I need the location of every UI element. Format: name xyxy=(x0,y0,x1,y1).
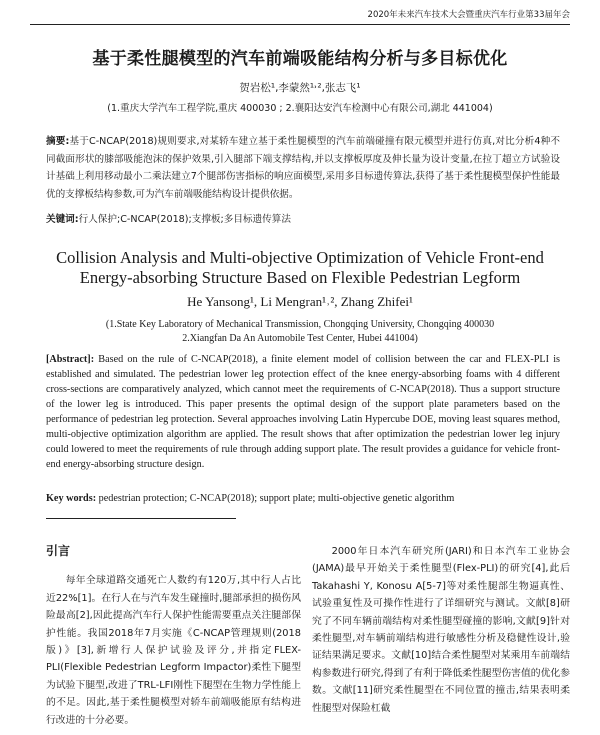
running-head: 2020年未来汽车技术大会暨重庆汽车行业第33届年会 xyxy=(367,10,570,20)
body-column-left xyxy=(46,543,301,729)
section-heading-intro: 引言 xyxy=(46,544,71,558)
intro-paragraph-right: 2000年日本汽车研究所(JARI)和日本汽车工业协会(JAMA)最早开始关于柔性腿型(Flex-PLI)的研究[4],此后Takahashi Y, Konosu A[5-7]等对柔性腿部生物逼真性、试验重复性及可操作性进行了详细研究与测试。文献[8]研究了不同车辆前端结构对柔性腿型碰撞的影响,文献[9]针对柔性腿型,对车辆前端结构进行敏感性分析及稳健性设计,验证结果满足要求。文献[10]结合柔性腿型对某乘用车前端结构参数进行研究,得到了有利于降低柔性腿型伤害值的优化参数。文献[11]研究柔性腿型在不同位置的撞击,结果表明柔性腿型对保险杠截 xyxy=(312,546,570,714)
header-rule xyxy=(30,24,570,25)
keywords-english-label: Key words: xyxy=(46,493,97,504)
title-english xyxy=(0,248,600,288)
section-divider xyxy=(46,518,236,519)
title-english-line2: Energy-absorbing Structure Based on Flexible Pedestrian Legform xyxy=(79,268,521,287)
keywords-chinese xyxy=(46,211,560,225)
authors-chinese: 贺岩松¹,李蒙然¹˒²,张志飞¹ xyxy=(239,82,361,94)
abstract-chinese xyxy=(46,133,560,203)
keywords-english xyxy=(46,493,560,504)
title-chinese: 基于柔性腿模型的汽车前端吸能结构分析与多目标优化 xyxy=(92,49,508,69)
title-english-line1: Collision Analysis and Multi-objective Optimization of Vehicle Front-end xyxy=(56,248,544,267)
abstract-english xyxy=(46,352,560,472)
abstract-english-text: Based on the rule of C-NCAP(2018), a finite element model of collision between the car and FLEX-PLI is established and simulated. The pedestrian lower leg protection effect of the knee energy-absorbing foams with 4 different cross-sections are comparatively analyzed, which cannot meet the requirements of C-NCAP(2018). Thus a support structure of the lower leg is introduced. This paper presents the optimal design of the support plate parameters based on the performance of pedestrian leg protection. Several approaches involving Latin Hypercube DOE, moving least squares method, multi-objective optimization algorithm are applied. The result shows that after optimization the pedestrian lower leg injury could lowered to meet the requirements of rule through adding support plate. The result provides a guidance for vehicle front-end energy-absorbing structure design. xyxy=(46,354,561,470)
affiliation-english-line1: (1.State Key Laboratory of Mechanical Transmission, Chongqing University, Chongqing 400030 xyxy=(105,319,495,330)
authors-english: He Yansong¹, Li Mengran¹˒², Zhang Zhifei¹ xyxy=(187,294,413,309)
intro-paragraph-left: 每年全球道路交通死亡人数约有120万,其中行人占比近22%[1]。在行人在与汽车发生碰撞时,腿部承担的损伤风险最高[2],因此提高汽车行人保护性能需要重点关注腿部保护性能。我国2018年7月实施《C-NCAP管理规则(2018版)》[3],新增行人保护试验及评分,并指定FLEX-PLI(Flexible Pedestrian Legform Impactor)柔性下腿型为试验下腿型,改进了TRL-LFI刚性下腿型在生物力学性能上的不足。因此,基于柔性腿模型对轿车前端吸能原有结构进行改进的十分必要。 xyxy=(46,575,301,726)
affiliation-english-line2: 2.Xiangfan Da An Automobile Test Center, Hubei 441004) xyxy=(182,332,418,344)
abstract-chinese-label: 摘要: xyxy=(46,136,70,147)
keywords-chinese-label: 关键词: xyxy=(46,214,79,225)
affiliation-english xyxy=(0,318,600,345)
affiliation-chinese: (1.重庆大学汽车工程学院,重庆 400030 ; 2.襄阳达安汽车检测中心有限公司,湖北 441004) xyxy=(107,103,493,114)
keywords-chinese-text: 行人保护;C-NCAP(2018);支撑板;多目标遗传算法 xyxy=(78,214,291,225)
abstract-english-label: [Abstract]: xyxy=(46,354,95,365)
keywords-english-text: pedestrian protection; C-NCAP(2018); support plate; multi-objective genetic algorithm xyxy=(98,493,455,504)
abstract-chinese-text: 基于C-NCAP(2018)规则要求,对某轿车建立基于柔性腿模型的汽车前端碰撞有限元模型并进行仿真,对比分析4种不同截面形状的膝部吸能泡沫的保护效果,引入腿部下端支撑结构,并以支撑板厚度及伸长量为设计变量,在拉丁超立方试验设计基础上利用移动最小二乘法建立7个腿部伤害指标的响应面模型,采用多目标遗传算法,获得了基于柔性腿模型保护性能最优的支撑板结构参数,可为汽车前端吸能结构设计提供依据。 xyxy=(46,136,560,200)
body-column-right xyxy=(312,543,570,717)
